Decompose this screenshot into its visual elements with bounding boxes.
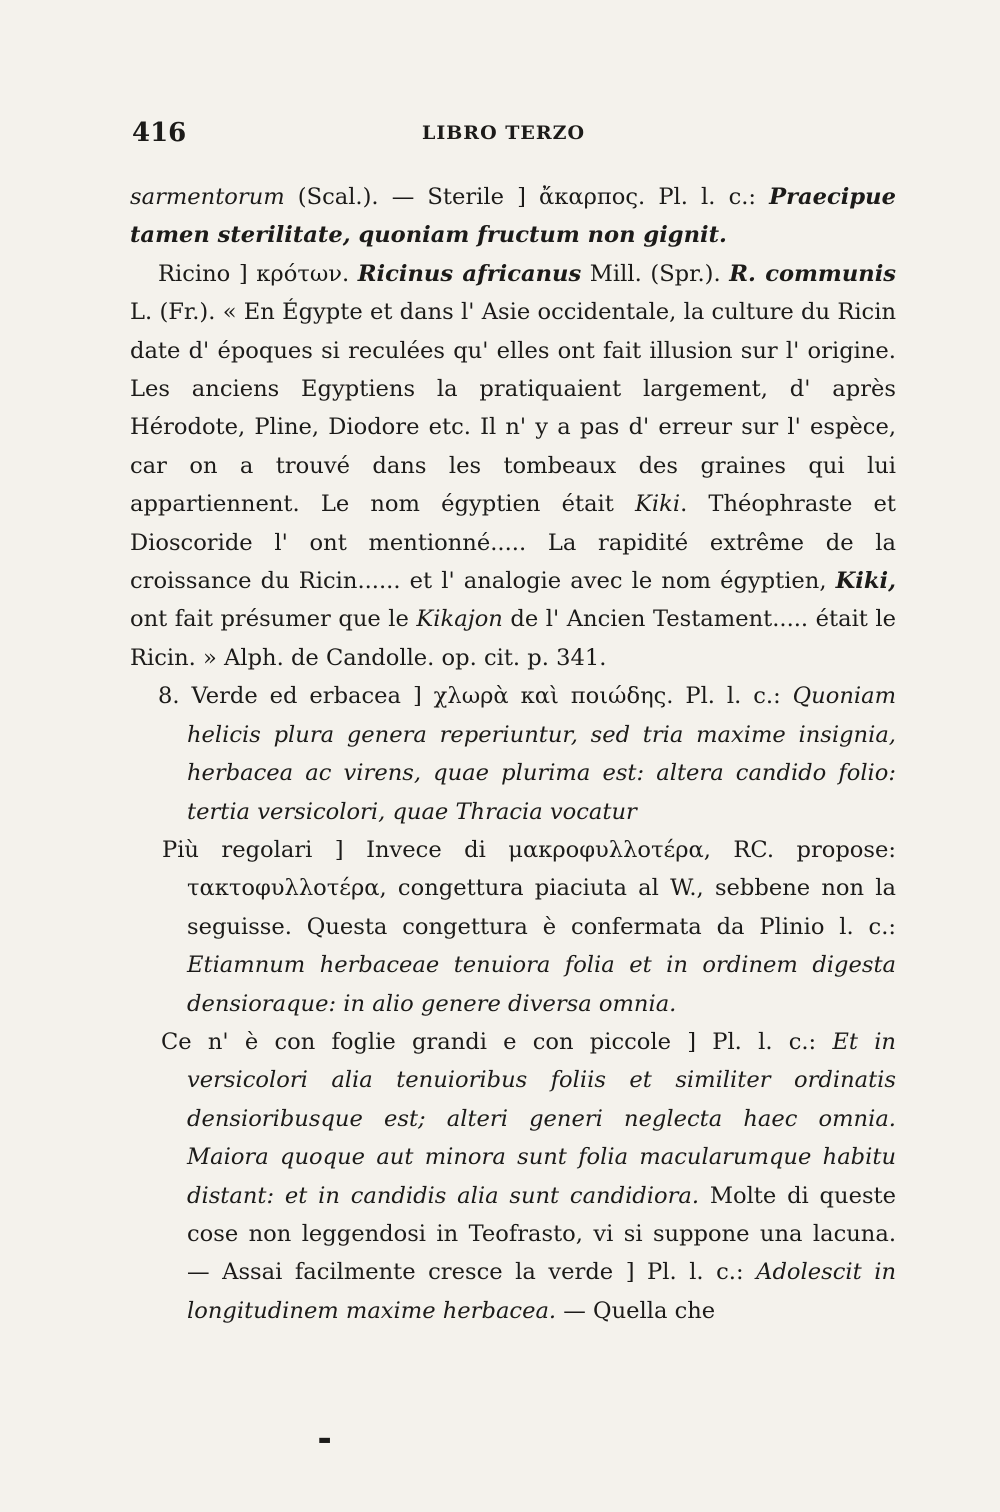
latin-name: Ricinus africanus	[357, 260, 582, 287]
latin-quote: Adolescit in longitudinem maxime herbacea.	[187, 1259, 896, 1324]
latin-word: sarmentorum	[130, 184, 285, 210]
paragraph-foglie	[130, 1023, 896, 1330]
italic-word: Kiki	[635, 491, 681, 518]
text-run: — Quella che	[556, 1297, 716, 1324]
printer-mark: ▬	[318, 1432, 332, 1448]
latin-quote: Quoniam helicis plura genera reperiuntur, sed tria maxime insignia, herbacea ac virens, quae plurima est: altera candido folio: tertia versicolori, quae Thracia vocatur	[187, 683, 896, 825]
paragraph-sterile	[130, 178, 896, 255]
latin-name: R. communis	[729, 260, 897, 287]
text-run: Ce n' è con foglie grandi e con piccole ] Pl. l. c.:	[161, 1028, 833, 1055]
paragraph-piu-regolari	[130, 831, 896, 1023]
text-run: Più regolari ] Invece di μακροφυλλοτέρα, RC. propose: τακτοφυλλοτέρα, congettura piaciuta al W., sebbene non la seguisse. Questa congettura è confermata da Plinio l. c.:	[162, 836, 896, 940]
text-run: . Théophraste et Dioscoride l' ont mentionné..... La rapidité extrême de la croissance du Ricin...... et l' analogie avec le nom égyptien,	[130, 491, 896, 595]
page-header	[132, 118, 892, 148]
italic-word: Kikajon	[416, 606, 503, 633]
text-run: ont fait présumer que le	[130, 606, 417, 633]
paragraph-verde	[130, 677, 896, 831]
text-run: Ricino ] κρότων.	[158, 260, 358, 287]
running-head: LIBRO TERZO	[422, 122, 586, 144]
italic-word: Kiki,	[835, 568, 896, 595]
latin-quote: Et in versicolori alia tenuioribus foliis et similiter ordinatis densioribusque est; alteri generi neglecta haec omnia. Maiora quoque aut minora sunt folia macularumque habitu distant: et in candidis alia sunt candidiora.	[187, 1028, 896, 1209]
page-body	[130, 178, 896, 1330]
latin-quote: Praecipue tamen sterilitate, quoniam fructum non gignit.	[130, 184, 896, 249]
text-run: de l' Ancien Testament..... était le Ricin. » Alph. de Candolle. op. cit. p. 341.	[130, 606, 897, 671]
page-number: 416	[132, 118, 187, 148]
text-run: Molte di queste cose non leggendosi in Teofrasto, vi si suppone una lacuna. — Assai facilmente cresce la verde ] Pl. l. c.:	[187, 1182, 896, 1286]
latin-quote: Etiamnum herbaceae tenuiora folia et in ordinem digesta densioraque: in alio genere diversa omnia.	[187, 952, 896, 1017]
text-run: L. (Fr.). « En Égypte et dans l' Asie occidentale, la culture du Ricin date d' époques si reculées qu' elles ont fait illusion sur l' origine. Les anciens Egyptiens la pratiquaient largement, d' après Hérodote, Pline, Diodore etc. Il n' y a pas d' erreur sur l' espèce, car on a trouvé dans les tombeaux des graines qui lui appartiennent. Le nom égyptien était	[130, 299, 896, 518]
text-run: 8. Verde ed erbacea ] χλωρὰ καὶ ποιώδης. Pl. l. c.:	[158, 683, 793, 710]
text-run: Mill. (Spr.).	[581, 260, 730, 287]
paragraph-ricino	[130, 255, 896, 677]
text-run: (Scal.). — Sterile ] ἄκαρπος. Pl. l. c.:	[284, 184, 770, 210]
